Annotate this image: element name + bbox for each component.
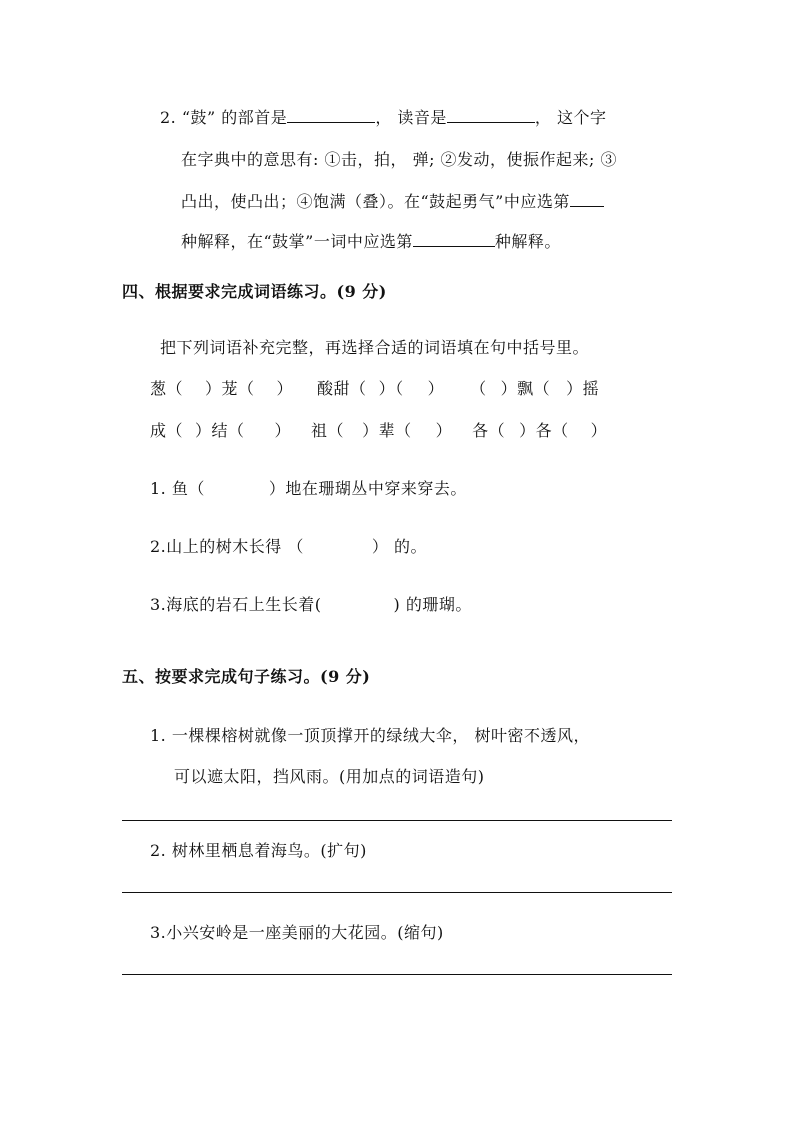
answer-line-1[interactable] [122,820,672,821]
q2-ending: 种解释。 [494,232,561,251]
s5-q3: 3.小兴安岭是一座美丽的大花园。(缩句) [150,923,444,942]
q2-line-1 [160,107,607,129]
word-fragment: ） [274,421,292,440]
q2-meanings-text-cont: 凸出，使凸出；④饱满（叠）。在“鼓起勇气”中应选第 [181,192,570,211]
s5-q1-line-2: 可以遮太阳，挡风雨。(用加点的词语造句) [174,767,485,786]
word-fragment: ）辈（ [362,421,412,440]
answer-line-3[interactable] [122,974,672,975]
sentence-2-start: 2.山上的树木长得 （ [150,537,304,556]
word-fragment: ）摇 [566,379,600,398]
word-row-1 [150,378,599,400]
section4-heading: 四、根据要求完成词语练习。(9 分) [122,282,387,301]
word-fragment: 祖（ [311,421,345,440]
sentence-3-start: 3.海底的岩石上生长着( [150,595,322,614]
s5-q2: 2. 树林里栖息着海鸟。(扩句) [150,841,367,860]
radical-blank[interactable] [287,107,375,123]
sentence-2-end: ） 的。 [371,537,427,556]
q2-line-3 [181,191,604,213]
q2-char-prompt: ， 这个字 [534,108,607,127]
q2-line-2 [181,149,617,171]
sentence-1 [150,478,467,500]
answer-line-2[interactable] [122,892,672,893]
word-fragment: ） [435,421,453,440]
sentence-3-end: ) 的珊瑚。 [393,595,472,614]
word-fragment: ）（ [378,379,404,398]
section5-heading: 五、按要求完成句子练习。(9 分) [122,667,371,686]
q2-radical-prompt: 2. “鼓” 的部首是 [160,108,288,127]
s5-q1-line-1: 1. 一棵棵榕树就像一顶顶撑开的绿绒大伞， 树叶密不透风， [150,726,590,745]
guzhang-choice-blank[interactable] [413,231,495,247]
word-fragment: 成（ [150,421,184,440]
pronunciation-blank[interactable] [447,107,535,123]
word-fragment: 酸甜（ [317,379,367,398]
q2-line-4 [181,231,561,253]
word-fragment: ） [590,421,608,440]
sentence-3 [150,594,472,616]
word-fragment: ）茏（ [205,379,255,398]
word-fragment: ）各（ [519,421,569,440]
sentence-1-end: ）地在珊瑚丛中穿来穿去。 [268,479,467,498]
sentence-2 [150,536,427,558]
word-fragment: ）飘（ [500,379,551,398]
word-row-2 [150,420,607,442]
word-fragment: 葱（ [150,379,184,398]
word-fragment: 各（ [472,421,506,440]
q2-meanings-text: 在字典中的意思有: ①击，拍， 弹; ②发动，使振作起来; ③ [181,150,618,169]
q2-pronunciation-prompt: ， 读音是 [375,108,447,127]
word-fragment: （ [470,379,487,398]
word-fragment: ） [427,379,445,398]
word-fragment: ）结（ [195,421,245,440]
guqi-choice-blank[interactable] [570,191,604,207]
word-fragment: ） [276,379,294,398]
section4-instruction: 把下列词语补充完整，再选择合适的词语填在句中括号里。 [160,338,590,357]
q2-guzhang-prompt: 种解释，在“鼓掌”一词中应选第 [181,232,413,251]
sentence-1-start: 1. 鱼（ [150,479,205,498]
